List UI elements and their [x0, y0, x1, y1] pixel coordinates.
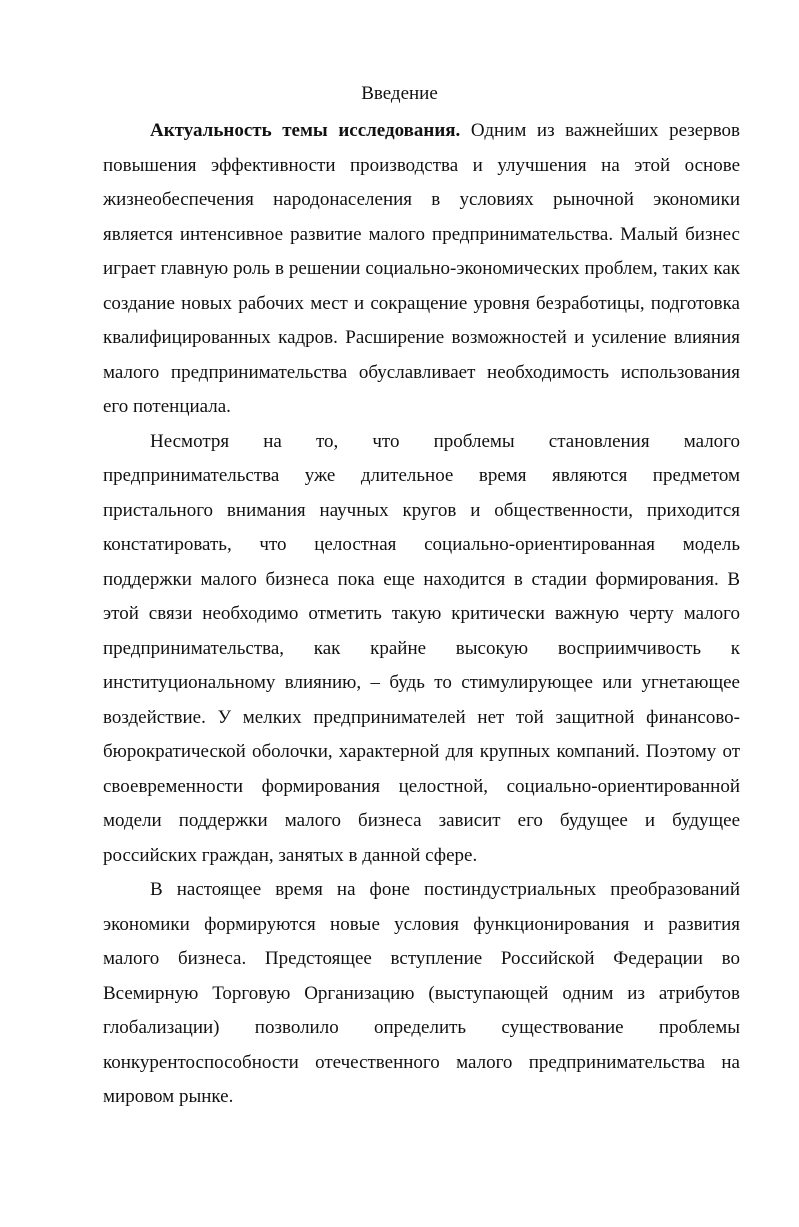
paragraph-text: Одним из важнейших резервов повышения эффективности производства и улучшения на этой основе жизнеобеспечения народонаселения в условиях рыночной экономики является интенсивное развитие малого предпринимательства. Малый бизнес играет главную роль в решении социально-экономических проблем, таких как создание новых рабочих мест и сокращение уровня безработицы, подготовка квалифицированных кадров. Расширение возможностей и усиление влияния малого предпринимательства обуславливает необходимость использования его потенциала. [103, 120, 741, 417]
paragraph-relevance [103, 114, 740, 425]
page-title: Введение [361, 83, 438, 104]
body-text [103, 114, 740, 1115]
paragraph-text: В настоящее время на фоне постиндустриальных преобразований экономики формируются новые условия функционирования и развития малого бизнеса. Предстоящее вступление Российской Федерации во Всемирную Торговую Организацию (выступающей одним из атрибутов глобализации) позволило определить существование проблемы конкурентоспособности отечественного малого предпринимательства на мировом рынке. [103, 879, 740, 1107]
paragraph-lead-heading: Актуальность темы исследования. [150, 120, 461, 141]
paragraph-current-state [103, 873, 740, 1115]
paragraph-text: Несмотря на то, что проблемы становления малого предпринимательства уже длительное время являются предметом пристального внимания научных кругов и общественности, приходится констатировать, что целостная социально-ориентированная модель поддержки малого бизнеса пока еще находится в стадии формирования. В этой связи необходимо отметить такую критически важную черту малого предпринимательства, как крайне высокую восприимчивость к институциональному влиянию, – будь то стимулирующее или угнетающее воздействие. У мелких предпринимателей нет той защитной финансово-бюрократической оболочки, характерной для крупных компаний. Поэтому от своевременности формирования целостной, социально-ориентированной модели поддержки малого бизнеса зависит его будущее и будущее российских граждан, занятых в данной сфере. [103, 430, 740, 866]
paragraph-problems [103, 425, 740, 874]
